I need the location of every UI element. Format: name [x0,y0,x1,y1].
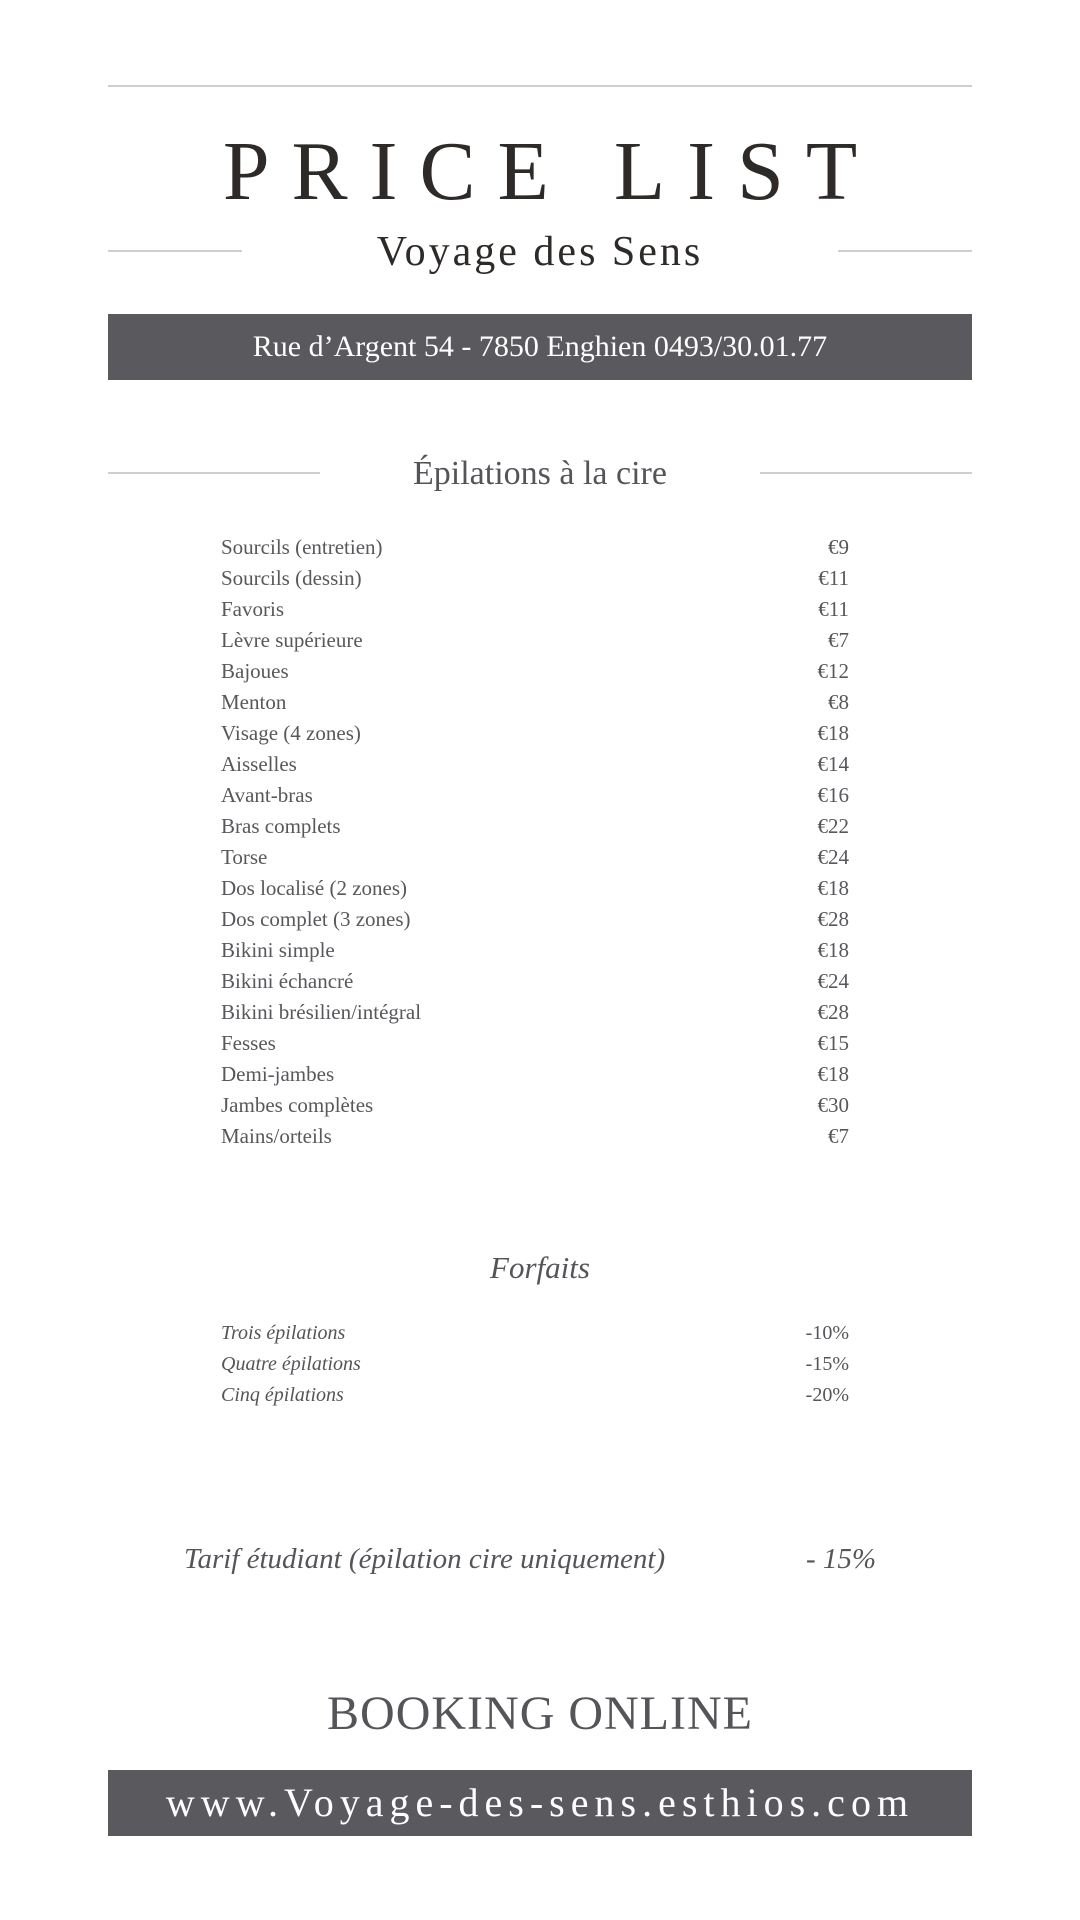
service-name: Sourcils (entretien) [221,535,383,559]
page-title: PRICE LIST [222,125,880,218]
service-name: Avant-bras [221,783,313,807]
service-name: Dos complet (3 zones) [221,907,411,931]
service-name: Bikini brésilien/intégral [221,1000,422,1024]
package-name: Trois épilations [221,1322,346,1344]
service-price: €9 [828,535,849,559]
service-price: €7 [828,628,849,652]
service-price: €11 [818,597,849,621]
price-row [221,904,849,935]
service-price: €28 [817,907,849,931]
service-name: Visage (4 zones) [221,721,361,745]
service-name: Bikini simple [221,938,335,962]
service-price: €22 [817,814,849,838]
price-row [221,842,849,873]
service-price: €18 [817,938,849,962]
service-price: €18 [817,721,849,745]
service-price: €24 [817,845,849,869]
package-row [221,1380,849,1411]
package-name: Cinq épilations [221,1384,344,1406]
address-banner: Rue d’Argent 54 - 7850 Enghien 0493/30.01.77 [108,314,972,380]
service-price: €18 [817,1062,849,1086]
price-row [221,997,849,1028]
price-row [221,687,849,718]
service-price: €30 [817,1093,849,1117]
package-row [221,1349,849,1380]
package-discount: -15% [805,1353,849,1375]
service-price: €28 [817,1000,849,1024]
price-row [221,594,849,625]
packages-list [221,1318,849,1411]
price-row [221,532,849,563]
service-name: Dos localisé (2 zones) [221,876,408,900]
service-price: €8 [828,690,849,714]
service-name: Lèvre supérieure [221,628,363,652]
booking-heading: BOOKING ONLINE [327,1687,753,1740]
service-name: Sourcils (dessin) [221,566,362,590]
price-row [221,935,849,966]
price-row [221,563,849,594]
student-rate-label: Tarif étudiant (épilation cire uniquement) [184,1543,666,1575]
business-name: Voyage des Sens [376,229,704,275]
service-price: €18 [817,876,849,900]
price-row [221,1090,849,1121]
price-row [221,656,849,687]
service-price: €12 [817,659,849,683]
section-right-divider [760,472,972,474]
service-price: €24 [817,969,849,993]
service-name: Aisselles [221,752,297,776]
service-price: €15 [817,1031,849,1055]
subtitle-right-divider [838,250,972,252]
service-name: Bajoues [221,659,289,683]
price-row [221,1121,849,1152]
service-name: Jambes complètes [221,1093,374,1117]
waxing-price-list [221,532,849,1152]
package-discount: -20% [805,1384,849,1406]
package-row [221,1318,849,1349]
service-price: €14 [817,752,849,776]
student-rate-value: - 15% [806,1543,877,1575]
booking-url-link[interactable]: www.Voyage-des-sens.esthios.com [108,1770,972,1836]
top-divider [108,85,972,87]
service-name: Menton [221,690,287,714]
service-name: Mains/orteils [221,1124,332,1148]
service-name: Favoris [221,597,284,621]
waxing-section-heading: Épilations à la cire [413,455,667,492]
price-row [221,873,849,904]
package-discount: -10% [805,1322,849,1344]
price-row [221,966,849,997]
service-price: €7 [828,1124,849,1148]
package-name: Quatre épilations [221,1353,361,1375]
service-price: €11 [818,566,849,590]
service-name: Bras complets [221,814,341,838]
price-row [221,718,849,749]
price-row [221,1028,849,1059]
price-row [221,625,849,656]
service-name: Demi-jambes [221,1062,335,1086]
service-name: Torse [221,845,268,869]
packages-heading: Forfaits [490,1250,590,1285]
service-name: Fesses [221,1031,276,1055]
price-row [221,811,849,842]
price-row [221,1059,849,1090]
service-name: Bikini échancré [221,969,354,993]
price-row [221,749,849,780]
price-row [221,780,849,811]
service-price: €16 [817,783,849,807]
